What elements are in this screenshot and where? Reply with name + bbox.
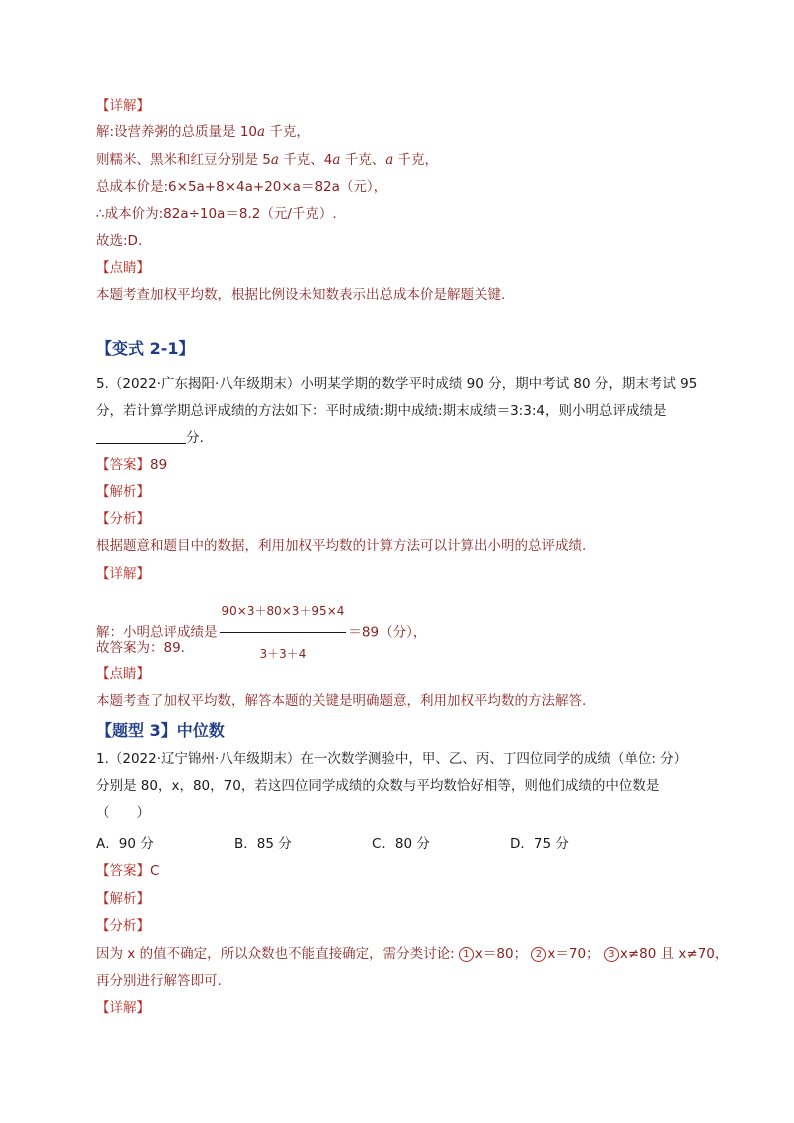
dianjing-tag: 【点睛】 — [96, 260, 150, 276]
type3-answer-line: 【答案】C — [96, 863, 160, 879]
type3-question-line-1: 1.（2022·辽宁锦州·八年级期末）在一次数学测验中，甲、乙、丙、丁四位同学的成绩（单位: 分） — [96, 751, 688, 767]
type3-question-line-3: （ ） — [96, 805, 150, 821]
solution-line-3: 总成本价是:6×5a+8×4a+20×a＝82a（元）， — [96, 179, 388, 195]
type3-xiangjie-tag: 【详解】 — [96, 1000, 150, 1016]
answer-statement: 故答案为：89. — [96, 640, 185, 656]
solution-line-1: 解:设营养粥的总质量是 10a 千克， — [96, 124, 310, 140]
type3-question-line-2: 分别是 80，x，80，70，若这四位同学成绩的众数与平均数恰好相等，则他们成绩的中位数是 — [96, 778, 660, 794]
variant-heading: 【变式 2-1】 — [96, 339, 195, 358]
fraction: $\frac{90\times 3+80\times 3+95\times 4}{3+3+4}$ — [220, 592, 347, 673]
dianjing-tag-2: 【点睛】 — [96, 666, 150, 682]
xiangjie-tag-2: 【详解】 — [96, 566, 150, 582]
option-b: B．85 分 — [234, 836, 292, 852]
solution-line-4: ∴成本价为:82a÷10a＝8.2（元/千克）. — [96, 206, 337, 222]
option-c: C．80 分 — [372, 836, 430, 852]
question-line-2: 分，若计算学期总评成绩的方法如下：平时成绩:期中成绩:期末成绩＝3:3:4，则小明总评成绩是 — [96, 403, 667, 419]
fenxi-tag: 【分析】 — [96, 511, 150, 527]
xiangjie-tag: 【详解】 — [96, 98, 150, 114]
type3-jiexi-tag: 【解析】 — [96, 891, 150, 907]
type3-fenxi-line-2: 再分别进行解答即可. — [96, 973, 222, 989]
type3-heading: 【题型 3】中位数 — [96, 721, 225, 740]
fenxi-text: 根据题意和题目中的数据，利用加权平均数的计算方法可以计算出小明的总评成绩. — [96, 538, 587, 554]
answer-line: 【答案】89 — [96, 457, 168, 473]
circled-number-2: 2 — [531, 947, 546, 962]
dianjing-text-2: 本题考查了加权平均数，解答本题的关键是明确题意，利用加权平均数的方法解答. — [96, 693, 587, 709]
dianjing-text: 本题考查加权平均数，根据比例设未知数表示出总成本价是解题关键. — [96, 287, 506, 303]
solution-fraction-line: 解：小明总评成绩是 $\frac{90\times 3+80\times 3+95\times 4}{3+3+4}$ ＝89（分）， — [96, 592, 426, 673]
question-line-3: 分. — [96, 428, 204, 448]
type3-fenxi-tag: 【分析】 — [96, 918, 150, 934]
circled-number-1: 1 — [459, 947, 474, 962]
jiexi-tag: 【解析】 — [96, 484, 150, 500]
solution-line-2: 则糯米、黑米和红豆分别是 5a 千克、4a 千克、a 千克， — [96, 152, 439, 168]
option-a: A．90 分 — [96, 836, 154, 852]
option-d: D．75 分 — [510, 836, 569, 852]
circled-number-3: 3 — [604, 947, 619, 962]
solution-line-5: 故选:D. — [96, 233, 143, 249]
answer-blank — [96, 429, 186, 444]
question-line-1: 5.（2022·广东揭阳·八年级期末）小明某学期的数学平时成绩 90 分，期中考试 80 分，期末考试 95 — [96, 376, 698, 392]
options-row — [96, 834, 648, 854]
type3-fenxi-line-1: 因为 x 的值不确定，所以众数也不能直接确定，需分类讨论: 1 x＝80； 2 x＝70； 3 x≠80 且 x≠70， — [96, 946, 729, 962]
